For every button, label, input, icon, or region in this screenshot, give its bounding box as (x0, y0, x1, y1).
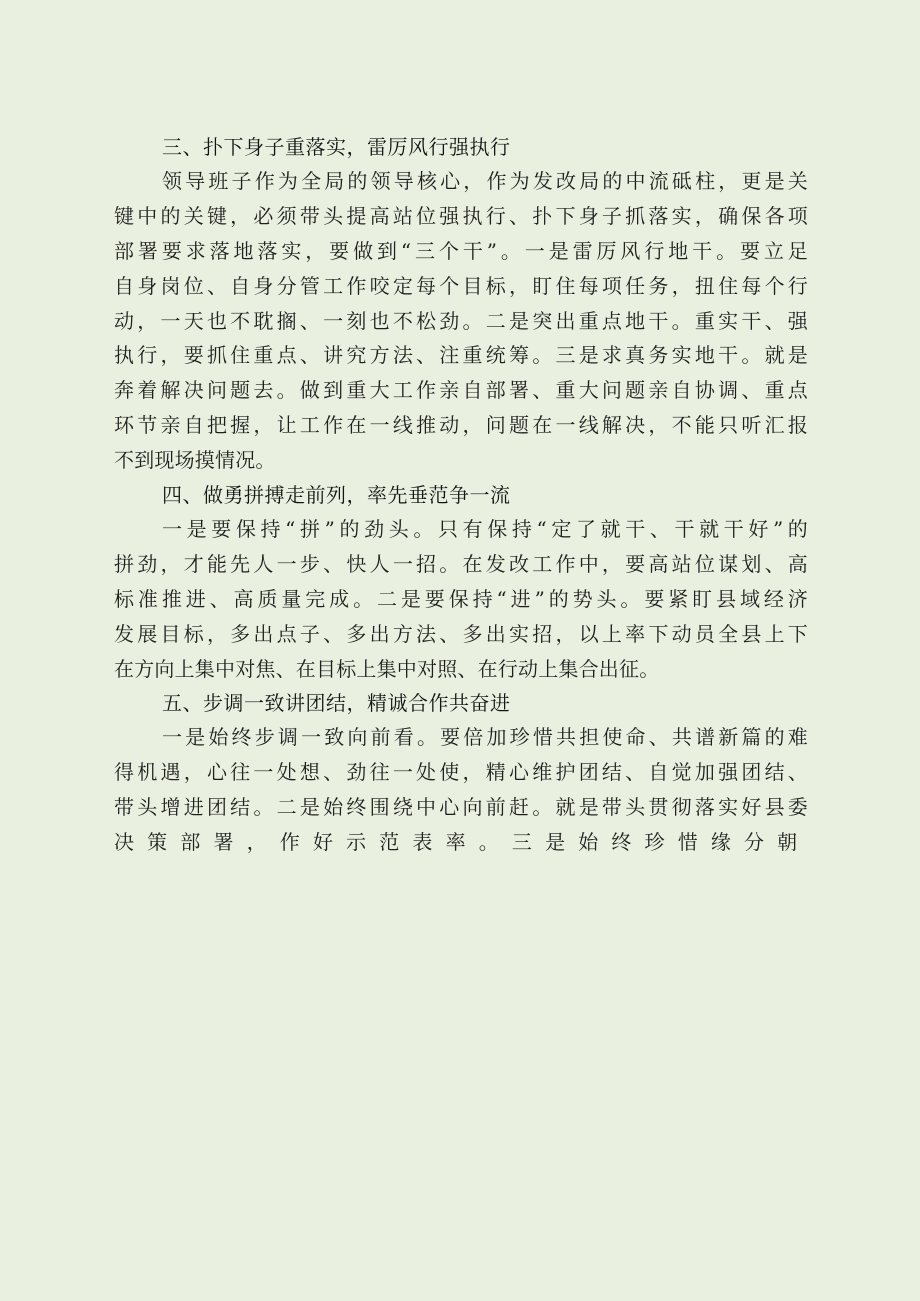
section-heading: 五、步调一致讲团结，精诚合作共奋进 (162, 691, 511, 716)
paragraph-line: 标准推进、高质量完成。二是要保持“进”的势头。要紧盯县域经济 (114, 586, 808, 611)
paragraph-line: 得机遇，心往一处想、劲往一处使，精心维护团结、自觉加强团结、 (114, 760, 808, 785)
paragraph-line: 自身岗位、自身分管工作咬定每个目标，盯住每项任务，扭住每个行 (114, 273, 808, 298)
section-5 (114, 686, 808, 860)
paragraph-line: 动，一天也不耽搁、一刻也不松劲。二是突出重点地干。重实干、强 (114, 308, 808, 333)
document-page (114, 130, 808, 860)
section-heading: 三、扑下身子重落实，雷厉风行强执行 (162, 135, 511, 159)
section-4 (114, 478, 808, 686)
paragraph-line: 不到现场摸情况。 (114, 448, 276, 473)
paragraph-line: 在方向上集中对焦、在目标上集中对照、在行动上集合出征。 (114, 656, 660, 681)
paragraph-line: 一是始终步调一致向前看。要倍加珍惜共担使命、共谱新篇的难 (162, 725, 808, 750)
paragraph-line: 拼劲，才能先人一步、快人一招。在发改工作中，要高站位谋划、高 (114, 551, 808, 576)
paragraph-line: 带头增进团结。二是始终围绕中心向前赶。就是带头贯彻落实好县委 (114, 795, 808, 820)
paragraph-line: 决策部署，作好示范表率。三是始终珍惜缘分朝 (114, 830, 808, 855)
section-3 (114, 130, 808, 478)
paragraph-line: 部署要求落地落实，要做到“三个干”。一是雷厉风行地干。要立足 (114, 238, 808, 263)
paragraph-line: 执行，要抓住重点、讲究方法、注重统筹。三是求真务实地干。就是 (114, 343, 808, 368)
section-heading: 四、做勇拼搏走前列，率先垂范争一流 (162, 483, 511, 508)
paragraph-line: 键中的关键，必须带头提高站位强执行、扑下身子抓落实，确保各项 (114, 203, 808, 228)
paragraph-line: 一是要保持“拼”的劲头。只有保持“定了就干、干就干好”的 (162, 517, 808, 542)
paragraph-line: 领导班子作为全局的领导核心，作为发改局的中流砥柱，更是关 (162, 169, 808, 193)
paragraph-line: 环节亲自把握，让工作在一线推动，问题在一线解决，不能只听汇报 (114, 413, 808, 438)
paragraph-line: 发展目标，多出点子、多出方法、多出实招，以上率下动员全县上下 (114, 621, 808, 646)
paragraph-line: 奔着解决问题去。做到重大工作亲自部署、重大问题亲自协调、重点 (114, 378, 808, 403)
